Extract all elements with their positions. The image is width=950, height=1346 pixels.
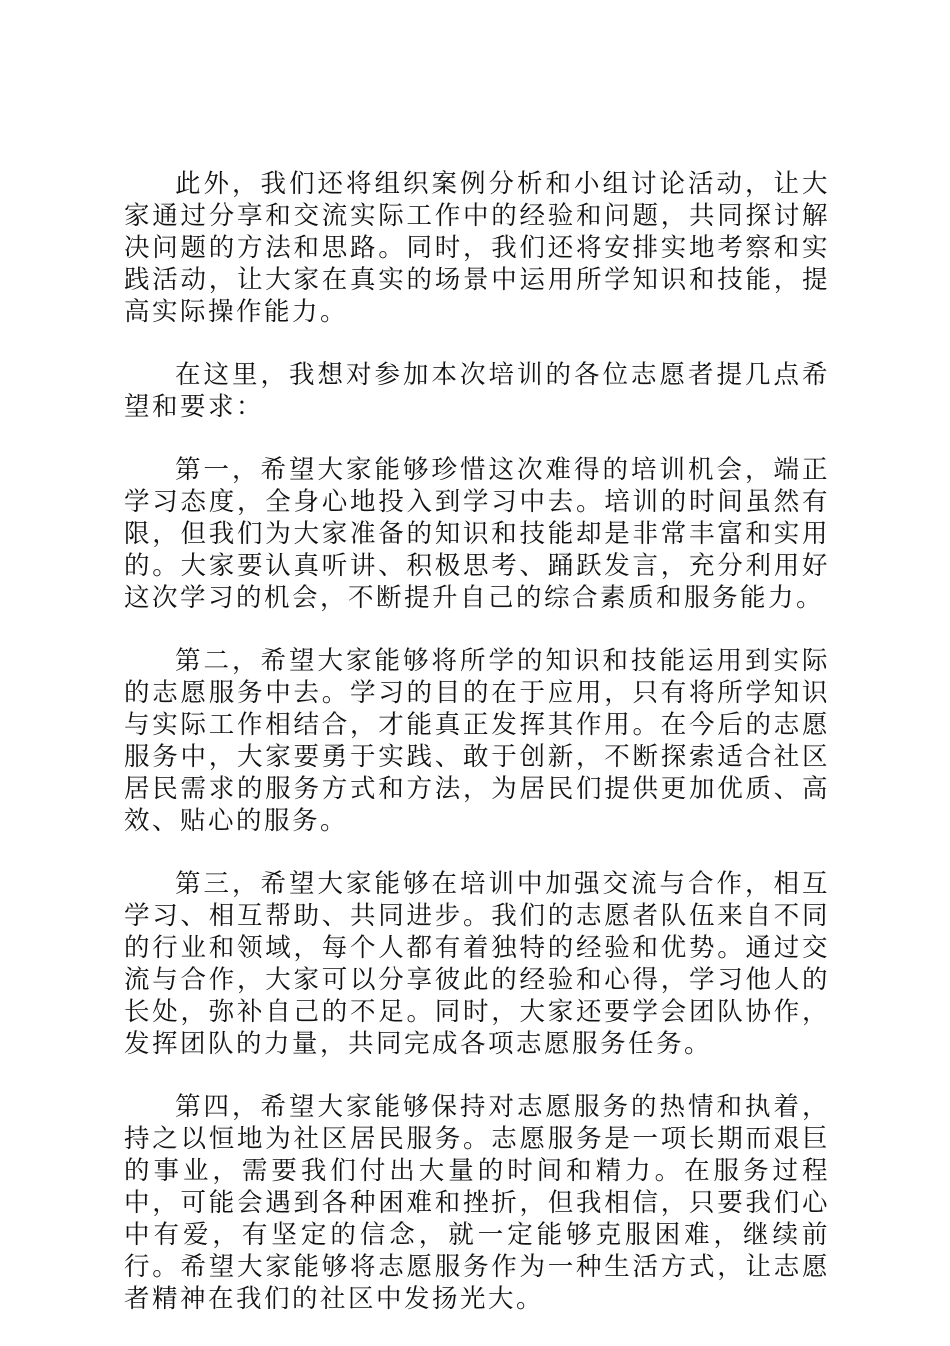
paragraph-second-requirement: 第二，希望大家能够将所学的知识和技能运用到实际的志愿服务中去。学习的目的在于应用，只有将所学知识与实际工作相结合，才能真正发挥其作用。在今后的志愿服务中，大家要勇于实践、敢于创新，不断探索适合社区居民需求的服务方式和方法，为居民们提供更加优质、高效、贴心的服务。 (124, 646, 830, 836)
paragraph-case-analysis: 此外，我们还将组织案例分析和小组讨论活动，让大家通过分享和交流实际工作中的经验和问题，共同探讨解决问题的方法和思路。同时，我们还将安排实地考察和实践活动，让大家在真实的场景中运用所学知识和技能，提高实际操作能力。 (124, 169, 830, 327)
paragraph-third-requirement: 第三，希望大家能够在培训中加强交流与合作，相互学习、相互帮助、共同进步。我们的志愿者队伍来自不同的行业和领域，每个人都有着独特的经验和优势。通过交流与合作，大家可以分享彼此的经验和心得，学习他人的长处，弥补自己的不足。同时，大家还要学会团队协作，发挥团队的力量，共同完成各项志愿服务任务。 (124, 869, 830, 1059)
paragraph-fourth-requirement: 第四，希望大家能够保持对志愿服务的热情和执着，持之以恒地为社区居民服务。志愿服务是一项长期而艰巨的事业，需要我们付出大量的时间和精力。在服务过程中，可能会遇到各种困难和挫折，但我相信，只要我们心中有爱，有坚定的信念，就一定能够克服困难，继续前行。希望大家能够将志愿服务作为一种生活方式，让志愿者精神在我们的社区中发扬光大。 (124, 1092, 830, 1314)
paragraph-intro-requirements: 在这里，我想对参加本次培训的各位志愿者提几点希望和要求： (124, 360, 830, 422)
document-body (124, 168, 830, 1346)
paragraph-first-requirement: 第一，希望大家能够珍惜这次难得的培训机会，端正学习态度，全身心地投入到学习中去。培训的时间虽然有限，但我们为大家准备的知识和技能却是非常丰富和实用的。大家要认真听讲、积极思考、踊跃发言，充分利用好这次学习的机会，不断提升自己的综合素质和服务能力。 (124, 455, 830, 613)
